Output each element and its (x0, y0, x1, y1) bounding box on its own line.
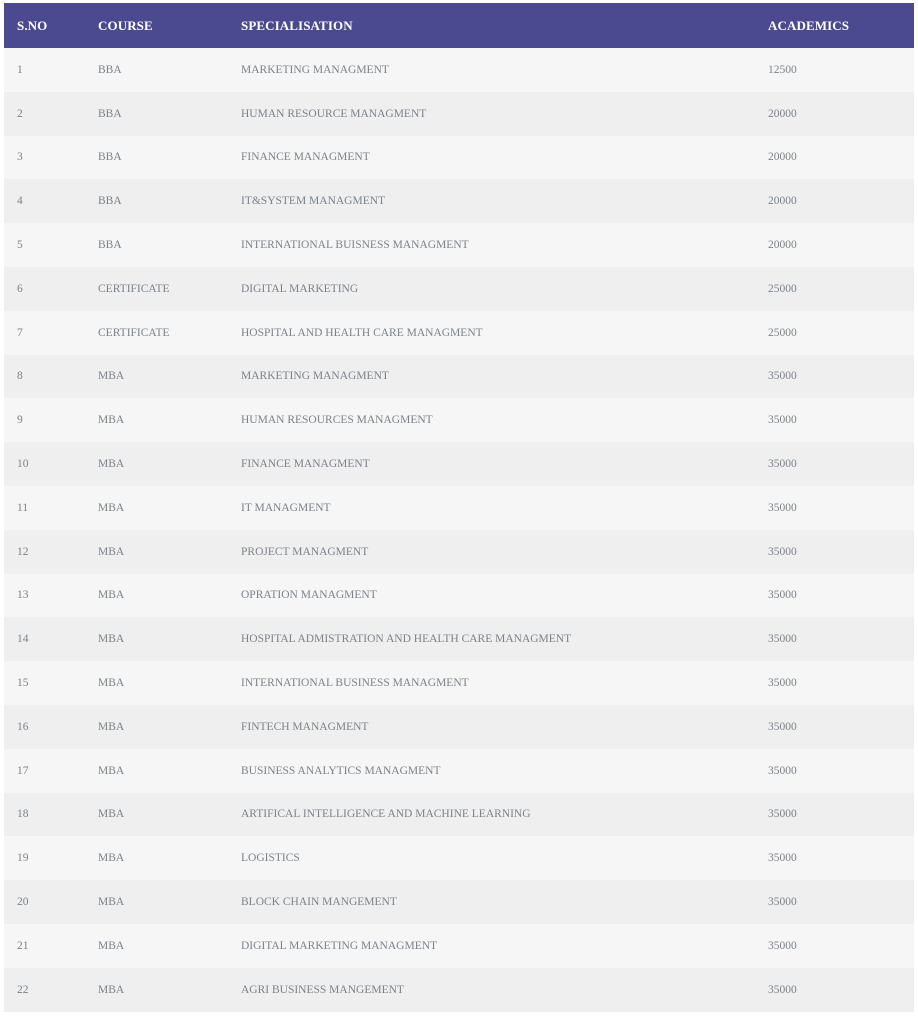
cell-academics: 25000 (768, 282, 797, 295)
cell-course: MBA (98, 545, 125, 558)
cell-academics: 20000 (768, 107, 797, 120)
cell-specialisation: FINANCE MANAGMENT (241, 458, 370, 471)
cell-specialisation: ARTIFICAL INTELLIGENCE AND MACHINE LEARNING (241, 808, 531, 821)
cell-specialisation: IT MANAGMENT (241, 501, 331, 514)
cell-course: MBA (98, 808, 125, 821)
cell-specialisation: FINANCE MANAGMENT (241, 151, 370, 164)
cell-specialisation: BLOCK CHAIN MANGEMENT (241, 896, 397, 909)
table-row (4, 486, 914, 530)
table-row (4, 705, 914, 749)
cell-course: MBA (98, 720, 125, 733)
table-row (4, 223, 914, 267)
cell-specialisation: MARKETING MANAGMENT (241, 370, 389, 383)
table-row (4, 574, 914, 618)
cell-sno: 16 (17, 720, 29, 733)
cell-academics: 35000 (768, 370, 797, 383)
cell-academics: 35000 (768, 983, 797, 996)
cell-academics: 35000 (768, 414, 797, 427)
cell-specialisation: HOSPITAL AND HEALTH CARE MANAGMENT (241, 326, 483, 339)
cell-specialisation: AGRI BUSINESS MANGEMENT (241, 983, 404, 996)
table-body (4, 48, 914, 1012)
cell-course: MBA (98, 633, 125, 646)
cell-course: BBA (98, 239, 122, 252)
cell-academics: 35000 (768, 677, 797, 690)
table-row (4, 355, 914, 399)
table-row (4, 661, 914, 705)
cell-course: BBA (98, 195, 122, 208)
cell-academics: 35000 (768, 720, 797, 733)
table-row (4, 968, 914, 1012)
cell-course: MBA (98, 458, 125, 471)
cell-sno: 4 (17, 195, 23, 208)
cell-sno: 19 (17, 852, 29, 865)
cell-sno: 13 (17, 589, 29, 602)
cell-course: MBA (98, 677, 125, 690)
cell-academics: 35000 (768, 501, 797, 514)
cell-specialisation: BUSINESS ANALYTICS MANAGMENT (241, 764, 441, 777)
table-row (4, 267, 914, 311)
cell-specialisation: HUMAN RESOURCES MANAGMENT (241, 414, 433, 427)
cell-academics: 25000 (768, 326, 797, 339)
cell-sno: 7 (17, 326, 23, 339)
table-row (4, 880, 914, 924)
cell-academics: 35000 (768, 896, 797, 909)
cell-specialisation: DIGITAL MARKETING (241, 282, 359, 295)
cell-academics: 35000 (768, 458, 797, 471)
cell-specialisation: HOSPITAL ADMISTRATION AND HEALTH CARE MANAGMENT (241, 633, 572, 646)
cell-sno: 14 (17, 633, 29, 646)
cell-specialisation: OPRATION MANAGMENT (241, 589, 377, 602)
table-row (4, 836, 914, 880)
table-row (4, 48, 914, 92)
cell-specialisation: FINTECH MANAGMENT (241, 720, 369, 733)
table-row (4, 398, 914, 442)
cell-specialisation: HUMAN RESOURCE MANAGMENT (241, 107, 427, 120)
table-row (4, 442, 914, 486)
cell-sno: 11 (17, 501, 29, 514)
cell-course: CERTIFICATE (98, 326, 170, 339)
cell-academics: 20000 (768, 195, 797, 208)
cell-specialisation: DIGITAL MARKETING MANAGMENT (241, 939, 438, 952)
cell-academics: 35000 (768, 589, 797, 602)
cell-specialisation: MARKETING MANAGMENT (241, 63, 389, 76)
table-row (4, 749, 914, 793)
cell-course: MBA (98, 589, 125, 602)
cell-sno: 12 (17, 545, 29, 558)
cell-sno: 20 (17, 896, 29, 909)
header-sno: S.NO (17, 17, 48, 33)
cell-course: MBA (98, 983, 125, 996)
header-specialisation: SPECIALISATION (241, 17, 353, 33)
table-row (4, 311, 914, 355)
cell-sno: 10 (17, 458, 29, 471)
cell-course: MBA (98, 414, 125, 427)
cell-sno: 9 (17, 414, 23, 427)
cell-course: MBA (98, 852, 125, 865)
cell-course: CERTIFICATE (98, 282, 170, 295)
fees-table-container (4, 3, 914, 1012)
fees-table (4, 3, 914, 1012)
cell-course: BBA (98, 107, 122, 120)
cell-academics: 20000 (768, 151, 797, 164)
cell-academics: 35000 (768, 633, 797, 646)
cell-course: MBA (98, 501, 125, 514)
cell-course: MBA (98, 896, 125, 909)
table-header (4, 3, 914, 48)
cell-academics: 20000 (768, 239, 797, 252)
table-row (4, 92, 914, 136)
cell-academics: 35000 (768, 852, 797, 865)
table-row (4, 793, 914, 837)
header-row (4, 3, 914, 48)
cell-course: MBA (98, 370, 125, 383)
cell-sno: 3 (17, 151, 23, 164)
header-course: COURSE (98, 17, 153, 33)
cell-course: MBA (98, 939, 125, 952)
cell-sno: 17 (17, 764, 29, 777)
cell-specialisation: INTERNATIONAL BUSINESS MANAGMENT (241, 677, 469, 690)
cell-specialisation: INTERNATIONAL BUISNESS MANAGMENT (241, 239, 469, 252)
cell-specialisation: IT&SYSTEM MANAGMENT (241, 195, 386, 208)
cell-sno: 2 (17, 107, 23, 120)
cell-course: BBA (98, 63, 122, 76)
header-academics: ACADEMICS (768, 17, 850, 33)
cell-sno: 1 (17, 63, 23, 76)
cell-sno: 5 (17, 239, 23, 252)
cell-sno: 6 (17, 282, 23, 295)
cell-sno: 18 (17, 808, 29, 821)
table-row (4, 530, 914, 574)
cell-sno: 8 (17, 370, 23, 383)
cell-sno: 22 (17, 983, 29, 996)
cell-academics: 35000 (768, 939, 797, 952)
cell-sno: 15 (17, 677, 29, 690)
cell-specialisation: PROJECT MANAGMENT (241, 545, 369, 558)
cell-course: BBA (98, 151, 122, 164)
cell-course: MBA (98, 764, 125, 777)
cell-academics: 12500 (768, 63, 797, 76)
cell-academics: 35000 (768, 764, 797, 777)
cell-academics: 35000 (768, 545, 797, 558)
cell-sno: 21 (17, 939, 29, 952)
table-row (4, 924, 914, 968)
cell-specialisation: LOGISTICS (241, 852, 300, 865)
cell-academics: 35000 (768, 808, 797, 821)
table-row (4, 617, 914, 661)
table-row (4, 179, 914, 223)
table-row (4, 136, 914, 180)
